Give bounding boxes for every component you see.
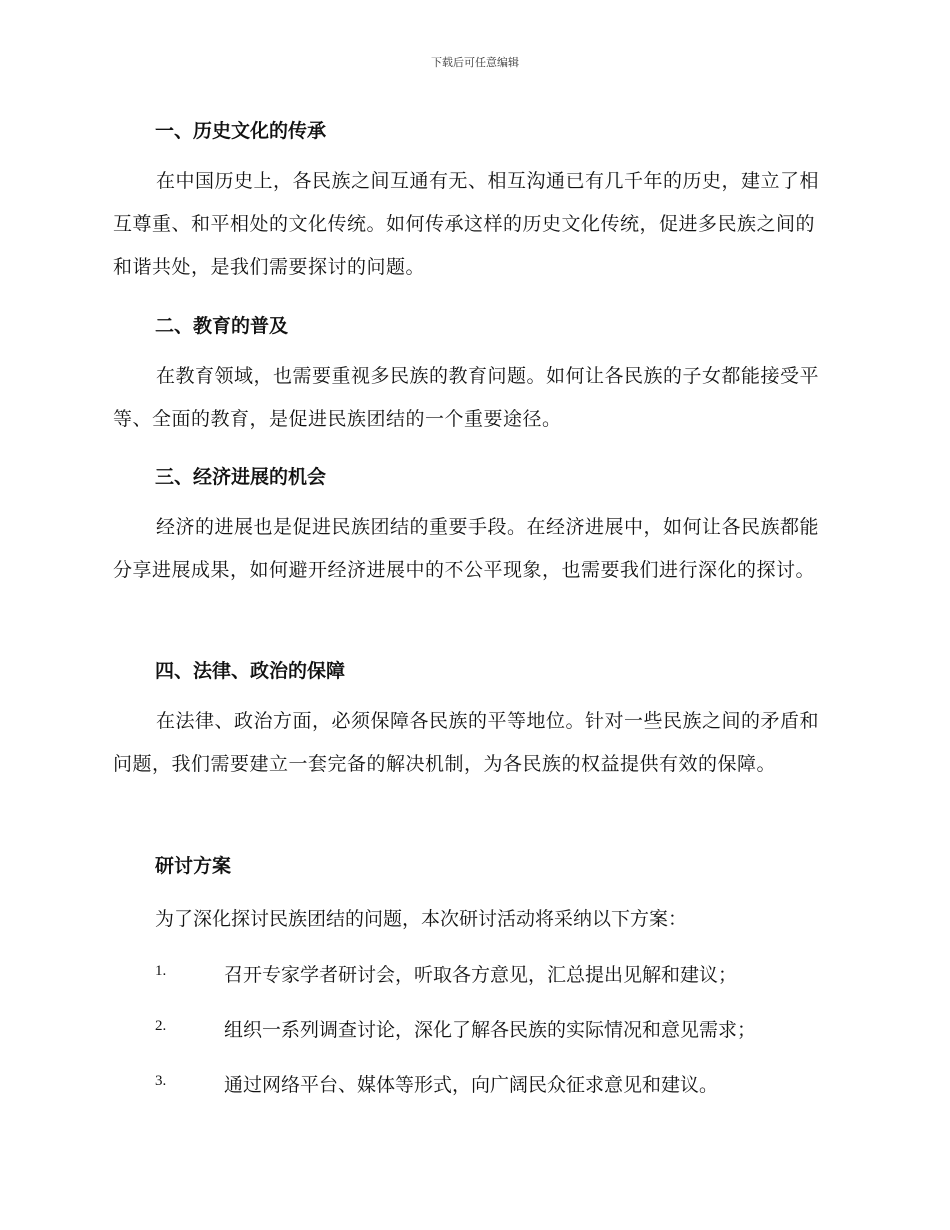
section-paragraph-law: 在法律、政治方面，必须保障各民族的平等地位。针对一些民族之间的矛盾和问题，我们需要建立一套完备的解决机制，为各民族的权益提供有效的保障。	[113, 710, 820, 775]
list-item-number: 2.	[155, 1018, 167, 1034]
section-paragraph-history: 在中国历史上，各民族之间互通有无、相互沟通已有几千年的历史，建立了相互尊重、和平相处的文化传统。如何传承这样的历史文化传统，促进多民族之间的和谐共处，是我们需要探讨的问题。	[113, 170, 820, 278]
section-heading-history: 一、历史文化的传承	[155, 120, 327, 142]
list-item-text: 组织一系列调查讨论，深化了解各民族的实际情况和意见需求；	[224, 1019, 757, 1041]
list-item-text: 通过网络平台、媒体等形式，向广阔民众征求意见和建议。	[224, 1074, 719, 1096]
plan-intro: 为了深化探讨民族团结的问题，本次研讨活动将采纳以下方案：	[155, 908, 688, 930]
section-heading-law: 四、法律、政治的保障	[155, 660, 346, 682]
list-item-number: 1.	[155, 963, 167, 979]
page-header-note: 下载后可任意编辑	[431, 56, 519, 69]
section-heading-education: 二、教育的普及	[155, 315, 289, 337]
plan-heading: 研讨方案	[155, 855, 232, 877]
section-paragraph-education: 在教育领域，也需要重视多民族的教育问题。如何让各民族的子女都能接受平等、全面的教育，是促进民族团结的一个重要途径。	[113, 365, 820, 430]
section-paragraph-economy: 经济的进展也是促进民族团结的重要手段。在经济进展中，如何让各民族都能分享进展成果，如何避开经济进展中的不公平现象，也需要我们进行深化的探讨。	[113, 516, 820, 581]
section-heading-economy: 三、经济进展的机会	[155, 466, 327, 488]
list-item-number: 3.	[155, 1073, 167, 1089]
list-item-text: 召开专家学者研讨会，听取各方意见，汇总提出见解和建议；	[224, 964, 738, 986]
